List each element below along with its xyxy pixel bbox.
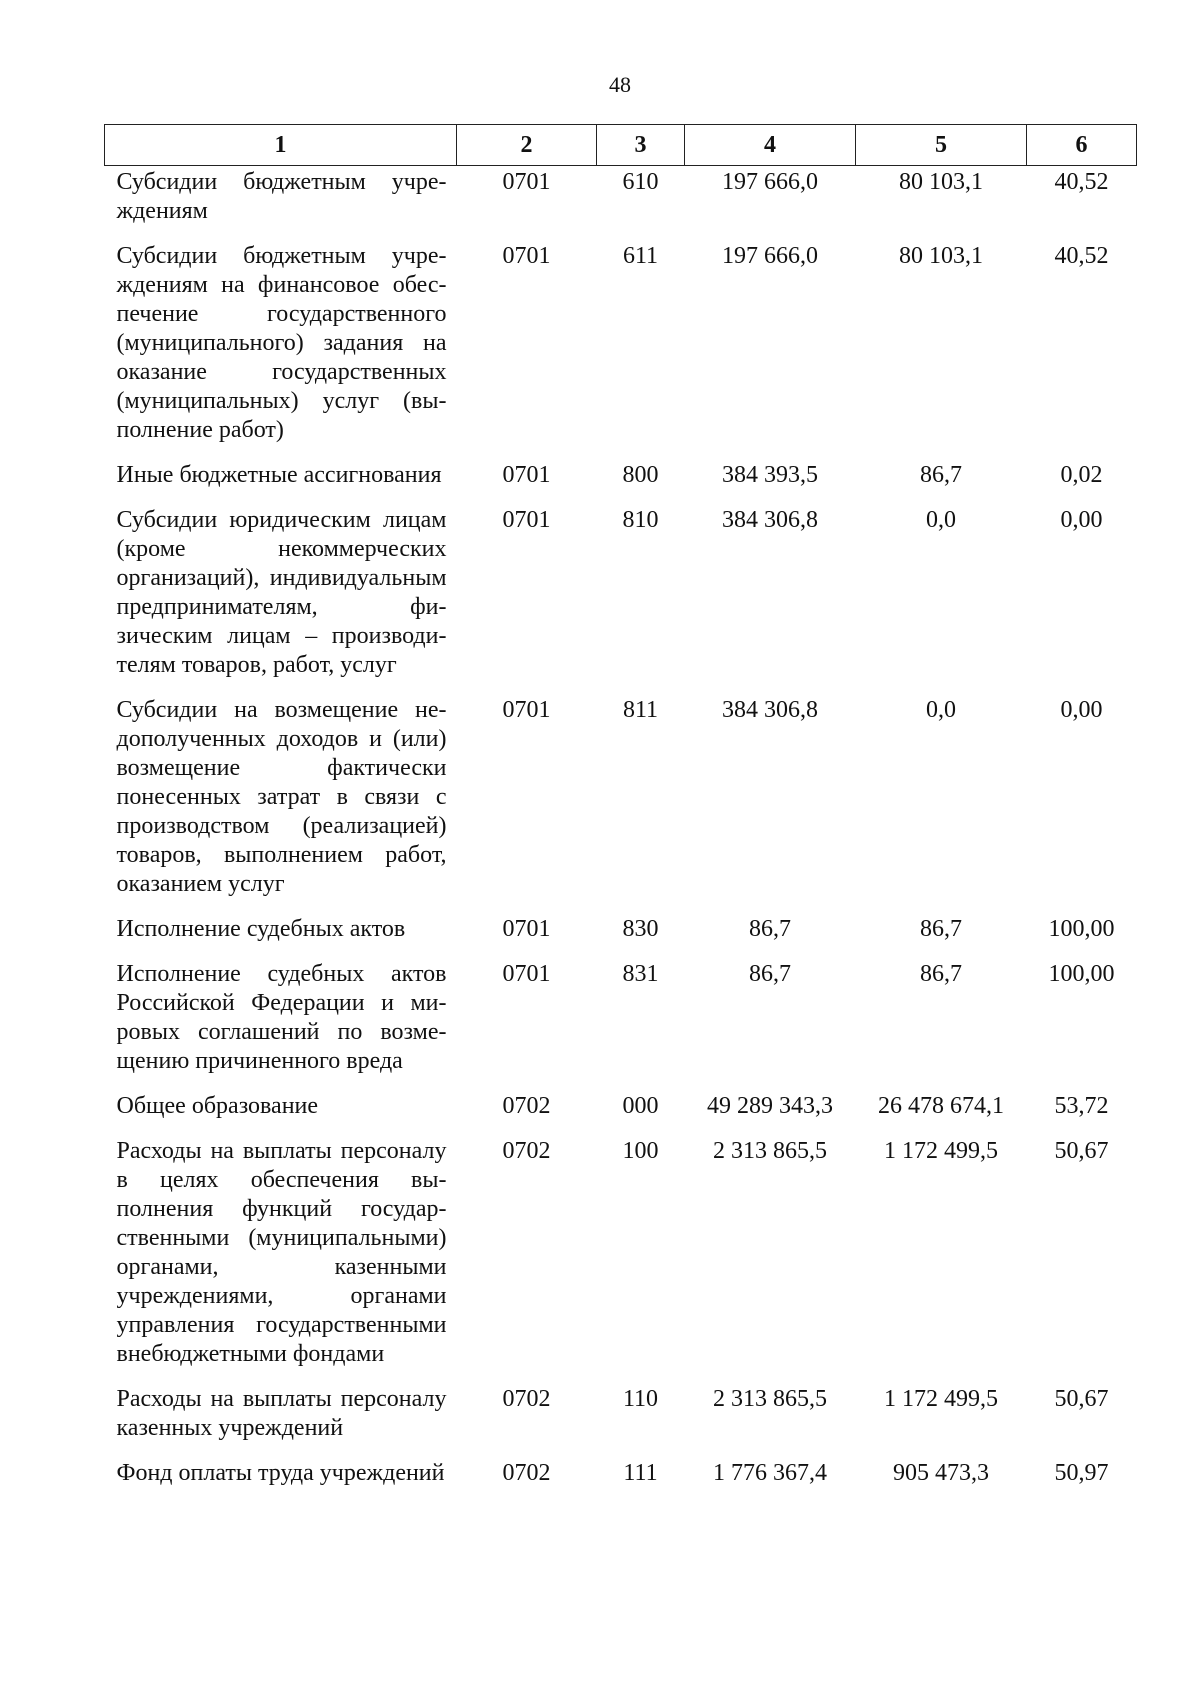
executed-amount: 80 103,1 (899, 243, 983, 269)
expense-type-code: 110 (622, 1386, 659, 1412)
executed-amount: 1 172 499,5 (884, 1386, 998, 1412)
row-name: Исполнение судебных актов Российской Федерации и мировых соглашений по возмещению причиненного вреда (116, 961, 447, 1074)
row-name: Субсидии юридическим лицам (кроме некоммерческих организаций), индивидуальным предпринимателям, физическим лицам – производителям товаров, работ, услуг (116, 507, 447, 678)
execution-percent: 50,97 (1054, 1460, 1109, 1486)
row-name: Иные бюджетные ассигнования (116, 462, 442, 488)
header-col-4: 4 (685, 125, 856, 166)
executed-amount: 86,7 (920, 462, 962, 488)
row-name: Общее образование (116, 1093, 319, 1119)
section-code: 0702 (502, 1386, 551, 1412)
executed-amount: 905 473,3 (893, 1460, 989, 1486)
planned-amount: 2 313 865,5 (713, 1138, 827, 1164)
row-name: Фонд оплаты труда учреждений (116, 1460, 445, 1486)
section-code: 0702 (502, 1138, 551, 1164)
execution-percent: 0,00 (1060, 507, 1103, 533)
planned-amount: 384 393,5 (722, 462, 818, 488)
planned-amount: 86,7 (749, 961, 791, 987)
row-name: Расходы на выплаты персоналу казенных учреждений (116, 1386, 447, 1441)
table-row (105, 956, 1137, 1088)
section-code: 0701 (502, 169, 551, 195)
expense-type-code: 000 (622, 1093, 659, 1119)
budget-table (104, 124, 1137, 1500)
expense-type-code: 830 (622, 916, 659, 942)
table-row (105, 166, 1137, 239)
table-row (105, 1088, 1137, 1133)
table-row (105, 911, 1137, 956)
row-name: Исполнение судебных актов (116, 916, 406, 942)
table-row (105, 1381, 1137, 1455)
expense-type-code: 610 (622, 169, 659, 195)
executed-amount: 86,7 (920, 916, 962, 942)
planned-amount: 384 306,8 (722, 507, 818, 533)
table-row (105, 1133, 1137, 1381)
expense-type-code: 811 (622, 697, 659, 723)
row-name: Субсидии бюджетным учреждениям (116, 169, 447, 224)
table-body (105, 166, 1137, 1501)
executed-amount: 0,0 (926, 697, 956, 723)
expense-type-code: 100 (622, 1138, 659, 1164)
header-col-5: 5 (856, 125, 1027, 166)
section-code: 0701 (502, 697, 551, 723)
header-col-2: 2 (457, 125, 597, 166)
expense-type-code: 111 (623, 1460, 658, 1486)
planned-amount: 49 289 343,3 (707, 1093, 833, 1119)
section-code: 0701 (502, 507, 551, 533)
header-col-1: 1 (105, 125, 457, 166)
section-code: 0702 (502, 1460, 551, 1486)
execution-percent: 50,67 (1054, 1138, 1109, 1164)
execution-percent: 53,72 (1054, 1093, 1109, 1119)
section-code: 0701 (502, 462, 551, 488)
planned-amount: 384 306,8 (722, 697, 818, 723)
executed-amount: 86,7 (920, 961, 962, 987)
executed-amount: 26 478 674,1 (878, 1093, 1004, 1119)
page-number: 48 (609, 72, 631, 97)
execution-percent: 0,00 (1060, 697, 1103, 723)
execution-percent: 50,67 (1054, 1386, 1109, 1412)
execution-percent: 40,52 (1054, 243, 1109, 269)
executed-amount: 1 172 499,5 (884, 1138, 998, 1164)
row-name: Расходы на выплаты персоналу в целях обеспечения выполнения функций государственными (муниципальными) органами, казенными учреждениями, органами управления государственными внебюджетными фондами (116, 1138, 447, 1367)
expense-type-code: 800 (622, 462, 659, 488)
execution-percent: 100,00 (1048, 961, 1115, 987)
executed-amount: 0,0 (926, 507, 956, 533)
row-name: Субсидии на возмещение недополученных доходов и (или) возмещение фактически понесенных затрат в связи с производством (реализацией) товаров, выполнением работ, оказанием услуг (116, 697, 447, 897)
execution-percent: 40,52 (1054, 169, 1109, 195)
expense-type-code: 810 (622, 507, 659, 533)
expense-type-code: 831 (622, 961, 659, 987)
section-code: 0701 (502, 916, 551, 942)
section-code: 0701 (502, 961, 551, 987)
table-header (105, 125, 1137, 166)
planned-amount: 197 666,0 (722, 243, 818, 269)
header-col-3: 3 (597, 125, 685, 166)
table-row (105, 502, 1137, 692)
row-name: Субсидии бюджетным учреждениям на финансовое обеспечение государственного (муниципального) задания на оказание государственных (муниципальных) услуг (выполнение работ) (116, 243, 447, 443)
header-row (105, 125, 1137, 166)
table-row (105, 1455, 1137, 1500)
executed-amount: 80 103,1 (899, 169, 983, 195)
planned-amount: 197 666,0 (722, 169, 818, 195)
execution-percent: 100,00 (1048, 916, 1115, 942)
table-row (105, 457, 1137, 502)
planned-amount: 2 313 865,5 (713, 1386, 827, 1412)
table-row (105, 692, 1137, 911)
expense-type-code: 611 (622, 243, 659, 269)
table-row (105, 238, 1137, 457)
header-col-6: 6 (1027, 125, 1137, 166)
execution-percent: 0,02 (1060, 462, 1103, 488)
planned-amount: 86,7 (749, 916, 791, 942)
planned-amount: 1 776 367,4 (713, 1460, 827, 1486)
section-code: 0702 (502, 1093, 551, 1119)
section-code: 0701 (502, 243, 551, 269)
